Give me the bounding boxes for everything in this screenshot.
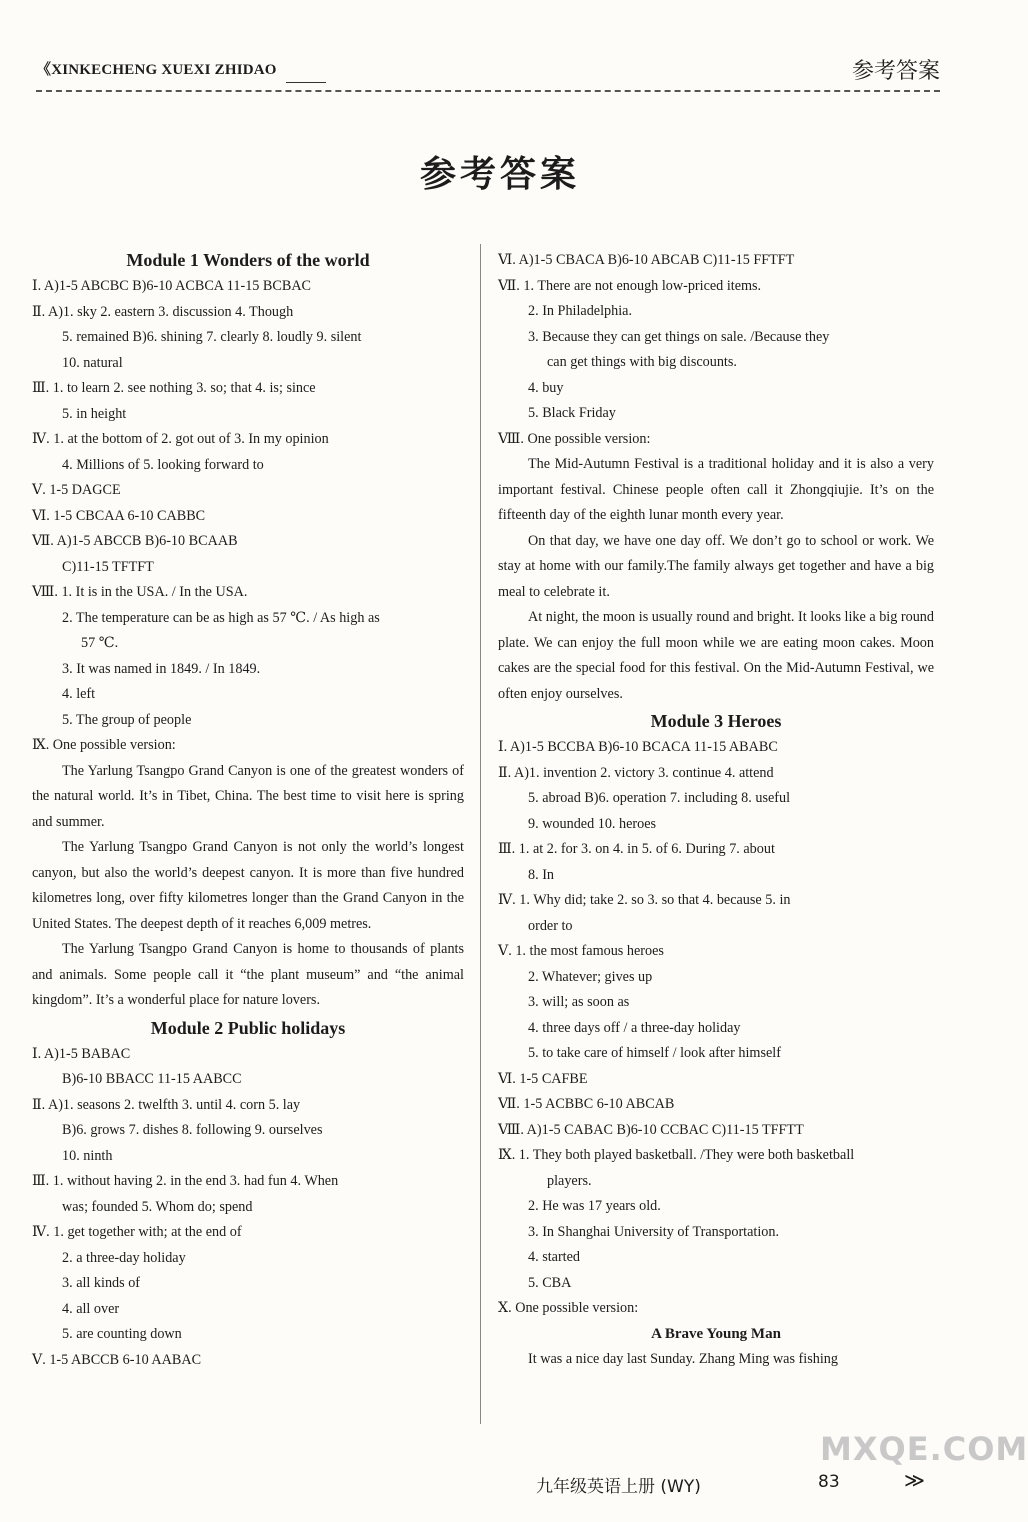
answer-line: 2. In Philadelphia. <box>528 303 633 319</box>
answer-line: Ⅳ. 1. Why did; take 2. so 3. so that 4. because 5. in <box>498 892 791 908</box>
answer-line: Ⅶ. A)1-5 ABCCB B)6-10 BCAAB <box>32 533 238 549</box>
answer-line: Ⅴ. 1-5 ABCCB 6-10 AABAC <box>32 1351 202 1368</box>
answer-line: 5. CBA <box>528 1274 572 1291</box>
header-divider <box>36 90 940 92</box>
answer-line: Ⅶ. 1-5 ACBBC 6-10 ABCAB <box>498 1096 675 1112</box>
answer-line: 57 ℃. <box>81 635 119 651</box>
answer-line: order to <box>528 917 573 934</box>
answer-line: Ⅰ. A)1-5 BABAC <box>32 1045 131 1062</box>
answer-line: 9. wounded 10. heroes <box>528 815 657 832</box>
answer-line: 2. He was 17 years old. <box>528 1198 661 1214</box>
essay-paragraph: The Mid-Autumn Festival is a traditional holiday and it is also a very important festival. Chinese people often call it Zhongqiujie. It’s on the fifteenth day of the eighth lunar month every year. <box>498 456 934 523</box>
essay-paragraph: On that day, we have one day off. We don’t go to school or work. We stay at home with our family.The family always get together and have a big meal to celebrate it. <box>498 532 934 600</box>
answer-line: 4. all over <box>62 1300 120 1317</box>
answer-line: Ⅵ. A)1-5 CBACA B)6-10 ABCAB C)11-15 FFTFT <box>498 252 795 268</box>
answer-line: 4. buy <box>528 379 564 396</box>
next-arrows-icon: ≫ <box>904 1470 925 1492</box>
answer-line: 10. ninth <box>62 1147 113 1164</box>
answer-line: 3. all kinds of <box>62 1275 141 1291</box>
page-title: 参考答案 <box>419 153 580 195</box>
left-column <box>32 246 464 1373</box>
answer-line: 4. started <box>528 1249 581 1265</box>
answer-line: Ⅲ. 1. without having 2. in the end 3. had fun 4. When <box>32 1173 339 1189</box>
answer-line: Ⅳ. 1. get together with; at the end of <box>32 1224 242 1240</box>
answer-line: 2. The temperature can be as high as 57 ℃. / As high as <box>62 609 380 626</box>
essay-paragraph: The Yarlung Tsangpo Grand Canyon is home to thousands of plants and animals. Some people call it “the plant museum” and “the animal kingdom”. It’s a wonderful place for nature lovers. <box>32 941 464 1008</box>
answer-line: Ⅳ. 1. at the bottom of 2. got out of 3. In my opinion <box>32 431 329 447</box>
answer-line: 2. Whatever; gives up <box>528 968 653 985</box>
answer-line: Ⅶ. 1. There are not enough low-priced items. <box>498 277 762 294</box>
answer-line: 4. three days off / a three-day holiday <box>528 1019 741 1036</box>
answer-line: 4. Millions of 5. looking forward to <box>62 456 264 473</box>
answer-line: Ⅴ. 1-5 DAGCE <box>32 482 121 498</box>
essay-paragraph: At night, the moon is usually round and bright. It looks like a big round plate. We can enjoy the full moon while we are eating moon cakes. Moon cakes are the special food for this festival. On the Mid-Autumn Festival, we often enjoy ourselves. <box>498 609 934 702</box>
essay-paragraph: The Yarlung Tsangpo Grand Canyon is not only the world’s longest canyon, but also the world’s deepest canyon. It is more than five hundred kilometres long, over fifty kilometres longer than the Grand Canyon in the United States. The deepest depth of it reaches 6,009 metres. <box>32 839 464 932</box>
module-heading: Module 3 Heroes <box>650 711 782 731</box>
page-header <box>36 54 940 90</box>
module-heading: Module 1 Wonders of the world <box>126 250 370 270</box>
answer-line: Ⅸ. 1. They both played basketball. /They were both basketball <box>498 1147 855 1163</box>
answer-line: 5. in height <box>62 405 127 422</box>
essay-title: A Brave Young Man <box>651 1325 781 1342</box>
series-brand: 《XINKECHENG XUEXI ZHIDAO <box>36 62 277 78</box>
answer-line: Ⅰ. A)1-5 BCCBA B)6-10 BCACA 11-15 ABABC <box>498 739 778 755</box>
answer-line: 5. The group of people <box>62 711 192 728</box>
essay-paragraph: It was a nice day last Sunday. Zhang Ming was fishing <box>528 1351 838 1367</box>
answer-line: 10. natural <box>62 354 123 371</box>
answer-line: Ⅸ. One possible version: <box>32 737 176 753</box>
module-heading: Module 2 Public holidays <box>150 1017 346 1038</box>
answer-line: 3. will; as soon as <box>528 994 630 1010</box>
answer-line: 5. remained B)6. shining 7. clearly 8. loudly 9. silent <box>62 329 362 345</box>
answer-line: Ⅵ. 1-5 CBCAA 6-10 CABBC <box>32 507 206 524</box>
answer-line: Ⅱ. A)1. sky 2. eastern 3. discussion 4. Though <box>32 303 294 320</box>
book-title: 九年级英语上册 (WY) <box>536 1477 701 1497</box>
answer-line: 2. a three-day holiday <box>62 1249 186 1266</box>
answer-line: Ⅷ. A)1-5 CABAC B)6-10 CCBAC C)11-15 TFFTT <box>498 1121 804 1138</box>
answer-line: 5. to take care of himself / look after himself <box>528 1045 781 1061</box>
answer-line: Ⅲ. 1. at 2. for 3. on 4. in 5. of 6. During 7. about <box>498 841 775 857</box>
column-divider <box>480 244 481 1424</box>
answer-line: Ⅹ. One possible version: <box>498 1300 639 1316</box>
brand-underline <box>286 56 326 83</box>
answer-line: 3. In Shanghai University of Transportation. <box>528 1223 780 1240</box>
answer-line: players. <box>547 1172 592 1189</box>
answer-line: can get things with big discounts. <box>547 354 737 370</box>
answer-line: 4. left <box>62 686 96 702</box>
answer-line: Ⅱ. A)1. seasons 2. twelfth 3. until 4. corn 5. lay <box>32 1096 301 1113</box>
essay-paragraph: The Yarlung Tsangpo Grand Canyon is one of the greatest wonders of the natural world. It’s in Tibet, China. The best time to visit here is spring and summer. <box>32 762 464 830</box>
answer-line: B)6. grows 7. dishes 8. following 9. ourselves <box>62 1122 323 1138</box>
answer-line: Ⅵ. 1-5 CAFBE <box>498 1070 588 1087</box>
answer-line: Ⅰ. A)1-5 ABCBC B)6-10 ACBCA 11-15 BCBAC <box>32 278 312 294</box>
answer-line: C)11-15 TFTFT <box>62 558 154 575</box>
answer-line: Ⅴ. 1. the most famous heroes <box>498 943 664 959</box>
answer-line: 8. In <box>528 866 555 883</box>
right-column <box>498 248 934 1373</box>
answer-line: Ⅲ. 1. to learn 2. see nothing 3. so; that 4. is; since <box>32 380 316 396</box>
answer-line: 5. Black Friday <box>528 405 616 421</box>
answer-line: B)6-10 BBACC 11-15 AABCC <box>62 1071 242 1087</box>
answer-line: Ⅷ. One possible version: <box>498 430 651 447</box>
answer-line: 5. abroad B)6. operation 7. including 8. useful <box>528 790 791 806</box>
answer-line: 5. are counting down <box>62 1326 182 1342</box>
answer-line: Ⅷ. 1. It is in the USA. / In the USA. <box>32 584 248 600</box>
answer-line: 3. Because they can get things on sale. /Because they <box>528 328 830 345</box>
answer-line: Ⅱ. A)1. invention 2. victory 3. continue 4. attend <box>498 764 774 781</box>
header-section-label: 参考答案 <box>851 59 940 84</box>
page-number: 83 <box>818 1472 840 1492</box>
watermark-logo: MXQE.COM <box>820 1430 1028 1468</box>
answer-line: 3. It was named in 1849. / In 1849. <box>62 660 261 677</box>
answer-line: was; founded 5. Whom do; spend <box>62 1198 253 1215</box>
